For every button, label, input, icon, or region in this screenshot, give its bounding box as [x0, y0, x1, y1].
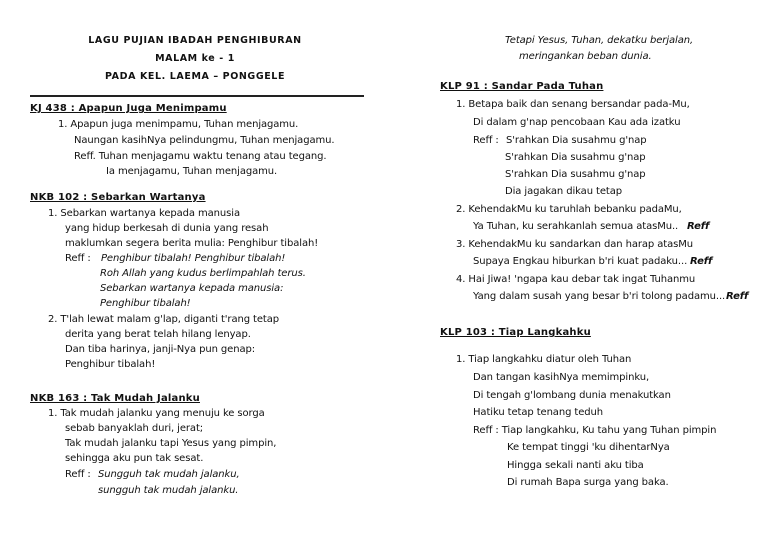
lyric-line: 1. Sebarkan wartanya kepada manusia — [48, 208, 240, 219]
lyric-line: S'rahkan Dia susahmu g'nap — [505, 152, 646, 163]
lyric-line: 1. Betapa baik dan senang bersandar pada-Mu, — [456, 99, 690, 110]
song-title-klp103: KLP 103 : Tiap Langkahku — [440, 327, 591, 338]
lyric-line: maklumkan segera berita mulia: Penghibur tibalah! — [65, 238, 319, 249]
lyric-line: 1. Tak mudah jalanku yang menuju ke sorga — [48, 408, 265, 419]
lyric-line: Sebarkan wartanya kepada manusia: — [100, 283, 284, 294]
lyric-line: Di rumah Bapa surga yang baka. — [507, 477, 669, 488]
song-title-nkb163: NKB 163 : Tak Mudah Jalanku — [30, 393, 200, 404]
lyric-line: S'rahkan Dia susahmu g'nap — [505, 169, 646, 180]
header-line-3: PADA KEL. LAEMA – PONGGELE — [104, 71, 286, 82]
lyric-line: sehingga aku pun tak sesat. — [65, 453, 204, 464]
reff-tag: Reff — [726, 291, 749, 302]
lyric-line: Dia jagakan dikau tetap — [505, 186, 622, 197]
lyric-line: Penghibur tibalah! — [100, 298, 191, 309]
lyric-line: Penghibur tibalah! Penghibur tibalah! — [101, 253, 286, 264]
lyric-line: derita yang berat telah hilang lenyap. — [65, 329, 251, 340]
lyric-line: 1. Tiap langkahku diatur oleh Tuhan — [456, 354, 632, 365]
lyric-line: Di tengah g'lombang dunia menakutkan — [473, 390, 671, 401]
lyric-line: Dan tangan kasihNya memimpinku, — [473, 372, 650, 383]
lyric-line: sebab banyaklah duri, jerat; — [65, 423, 204, 434]
lyric-line: Sungguh tak mudah jalanku, — [98, 469, 240, 480]
header-divider — [30, 95, 364, 97]
lyric-line: 1. Apapun juga menimpamu, Tuhan menjagamu. — [58, 119, 299, 130]
lyric-line: Supaya Engkau hiburkan b'ri kuat padaku... — [473, 256, 688, 267]
lyric-line: 3. KehendakMu ku sandarkan dan harap atasMu — [456, 239, 693, 250]
song-title-klp91: KLP 91 : Sandar Pada Tuhan — [440, 81, 604, 92]
lyric-line: Reff : Tiap langkahku, Ku tahu yang Tuhan pimpin — [473, 425, 717, 436]
lyric-line: Di dalam g'nap pencobaan Kau ada izatku — [473, 117, 681, 128]
reff-label: Reff : — [65, 469, 91, 480]
lyric-line: 4. Hai Jiwa! 'ngapa kau debar tak ingat Tuhanmu — [456, 274, 696, 285]
lyric-line: meringankan beban dunia. — [519, 51, 652, 62]
lyric-line: Yang dalam susah yang besar b'ri tolong padamu... — [473, 291, 726, 302]
lyric-line: S'rahkan Dia susahmu g'nap — [506, 135, 647, 146]
lyric-line: Dan tiba harinya, janji-Nya pun genap: — [65, 344, 255, 355]
lyric-line: Ke tempat tinggi 'ku dihentarNya — [507, 442, 670, 453]
lyric-line: Ia menjagamu, Tuhan menjagamu. — [106, 166, 278, 177]
lyric-line: Hingga sekali nanti aku tiba — [507, 460, 644, 471]
lyric-line: sungguh tak mudah jalanku. — [98, 485, 239, 496]
lyric-line: Penghibur tibalah! — [65, 359, 156, 370]
song-title-nkb102: NKB 102 : Sebarkan Wartanya — [30, 192, 206, 203]
lyric-line: Hatiku tetap tenang teduh — [473, 407, 603, 418]
header-line-2: MALAM ke - 1 — [155, 53, 235, 64]
reff-label: Reff : — [65, 253, 91, 264]
lyric-line: 2. T'lah lewat malam g'lap, diganti t'rang tetap — [48, 314, 280, 325]
reff-label: Reff : — [473, 135, 499, 146]
lyric-line: Roh Allah yang kudus berlimpahlah terus. — [100, 268, 306, 279]
song-title-kj438: KJ 438 : Apapun Juga Menimpamu — [30, 103, 227, 114]
lyric-line: Naungan kasihNya pelindungmu, Tuhan menjagamu. — [74, 135, 335, 146]
reff-tag: Reff — [690, 256, 713, 267]
lyric-line: Ya Tuhan, ku serahkanlah semua atasMu.. — [473, 221, 679, 232]
lyric-line: Tak mudah jalanku tapi Yesus yang pimpin, — [65, 438, 277, 449]
lyric-line: Tetapi Yesus, Tuhan, dekatku berjalan, — [505, 35, 694, 46]
reff-tag: Reff — [687, 221, 710, 232]
lyric-line: yang hidup berkesah di dunia yang resah — [65, 223, 269, 234]
header-line-1: LAGU PUJIAN IBADAH PENGHIBURAN — [88, 35, 302, 46]
lyric-line: Reff. Tuhan menjagamu waktu tenang atau tegang. — [74, 151, 327, 162]
lyric-line: 2. KehendakMu ku taruhlah bebanku padaMu, — [456, 204, 682, 215]
